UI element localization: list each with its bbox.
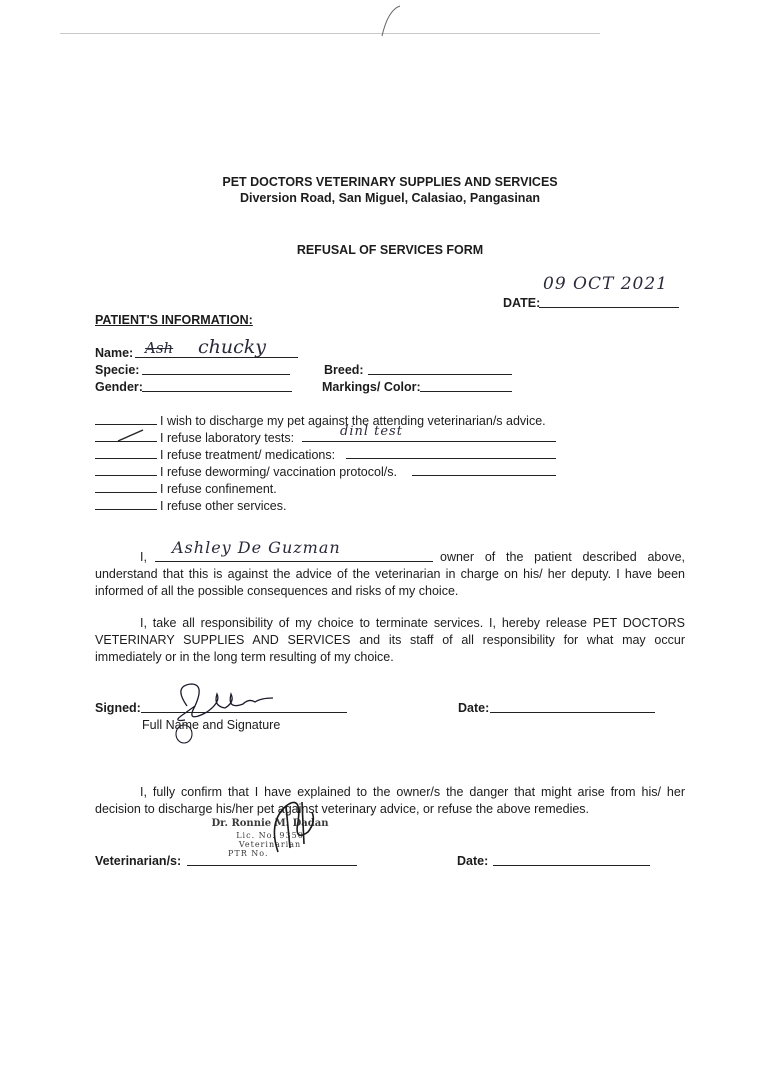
- markings-line: [420, 391, 512, 392]
- vet-confirmation-first-line: I, fully confirm that I have explained to the owner/s the danger that might arise from his/ her: [140, 785, 685, 799]
- company-name: PET DOCTORS VETERINARY SUPPLIES AND SERVICES: [222, 175, 558, 189]
- lab-tests-handwritten: dinl test: [340, 424, 403, 439]
- checkmark-icon: [115, 428, 147, 444]
- date-handwritten: 09 OCT 2021: [543, 274, 668, 294]
- vet-signature-graphic: [258, 792, 328, 862]
- owner-suffix: owner of the patient described above,: [440, 550, 685, 564]
- date-line: [539, 307, 679, 308]
- specie-label: Specie:: [95, 363, 140, 377]
- refusal-item-lab-tests: I refuse laboratory tests:: [160, 431, 295, 445]
- signed-label: Signed:: [95, 701, 141, 715]
- refusal-item-other: I refuse other services.: [160, 499, 287, 513]
- date-label: DATE:: [503, 296, 541, 310]
- refusal-blank-4[interactable]: [95, 475, 157, 476]
- breed-label: Breed:: [324, 363, 364, 377]
- deworming-line: [412, 475, 556, 476]
- stamp-title: Veterinarian: [238, 840, 302, 849]
- signature-caption: Full Name and Signature: [142, 718, 281, 732]
- owner-date-label: Date:: [458, 701, 490, 715]
- refusal-blank-1[interactable]: [95, 424, 157, 425]
- refusal-blank-6[interactable]: [95, 509, 157, 510]
- vet-line: [187, 865, 357, 866]
- gender-line: [142, 391, 292, 392]
- refusal-item-discharge: I wish to discharge my pet against the attending veterinarian/s advice.: [160, 414, 546, 428]
- vet-label: Veterinarian/s:: [95, 854, 182, 868]
- stamp-license: Lic. No. 9350: [236, 831, 304, 840]
- gender-label: Gender:: [95, 380, 143, 394]
- stamp-ptr: PTR No.: [228, 849, 269, 858]
- stamp-name: Dr. Ronnie M. Dadan: [211, 818, 329, 829]
- specie-line: [142, 374, 290, 375]
- company-address: Diversion Road, San Miguel, Calasiao, Pangasinan: [239, 191, 541, 205]
- form-title: REFUSAL OF SERVICES FORM: [296, 243, 484, 257]
- owner-name-line: [155, 561, 433, 562]
- treatment-line: [346, 458, 556, 459]
- refusal-blank-5[interactable]: [95, 492, 157, 493]
- refusal-item-deworming: I refuse deworming/ vaccination protocol/s.: [160, 465, 397, 479]
- refusal-blank-3[interactable]: [95, 458, 157, 459]
- refusal-item-treatment: I refuse treatment/ medications:: [160, 448, 336, 462]
- scan-mark: [370, 0, 410, 40]
- patient-section-title: PATIENT'S INFORMATION:: [95, 313, 253, 327]
- lab-tests-line: [302, 441, 556, 442]
- refusal-item-confinement: I refuse confinement.: [160, 482, 277, 496]
- owner-signature-graphic: [165, 676, 285, 746]
- name-value: chucky: [198, 336, 267, 358]
- vet-date-line: [493, 865, 650, 866]
- owner-statement-text: understand that this is against the advice of the veterinarian in charge on his/ her deputy. I have been informed of all the possible consequences and risks of my choice.: [95, 567, 685, 598]
- markings-label: Markings/ Color:: [322, 380, 421, 394]
- owner-name-handwritten: Ashley De Guzman: [172, 538, 341, 557]
- breed-line: [368, 374, 512, 375]
- name-label: Name:: [95, 346, 134, 360]
- owner-date-line: [490, 712, 655, 713]
- name-struck: Ash: [145, 339, 174, 357]
- vet-date-label: Date:: [457, 854, 489, 868]
- owner-prefix: I,: [140, 550, 147, 564]
- responsibility-first-line: I, take all responsibility of my choice to terminate services. I, hereby release PET DOCTORS: [140, 616, 685, 630]
- responsibility-text: VETERINARY SUPPLIES AND SERVICES and its staff of all responsibility for what may occur immediately or in the long term resulting of my choice.: [95, 633, 685, 664]
- scan-edge-line: [60, 33, 600, 34]
- vet-confirmation-text: decision to discharge his/her pet against veterinary advice, or refuse the above remedies.: [95, 802, 590, 816]
